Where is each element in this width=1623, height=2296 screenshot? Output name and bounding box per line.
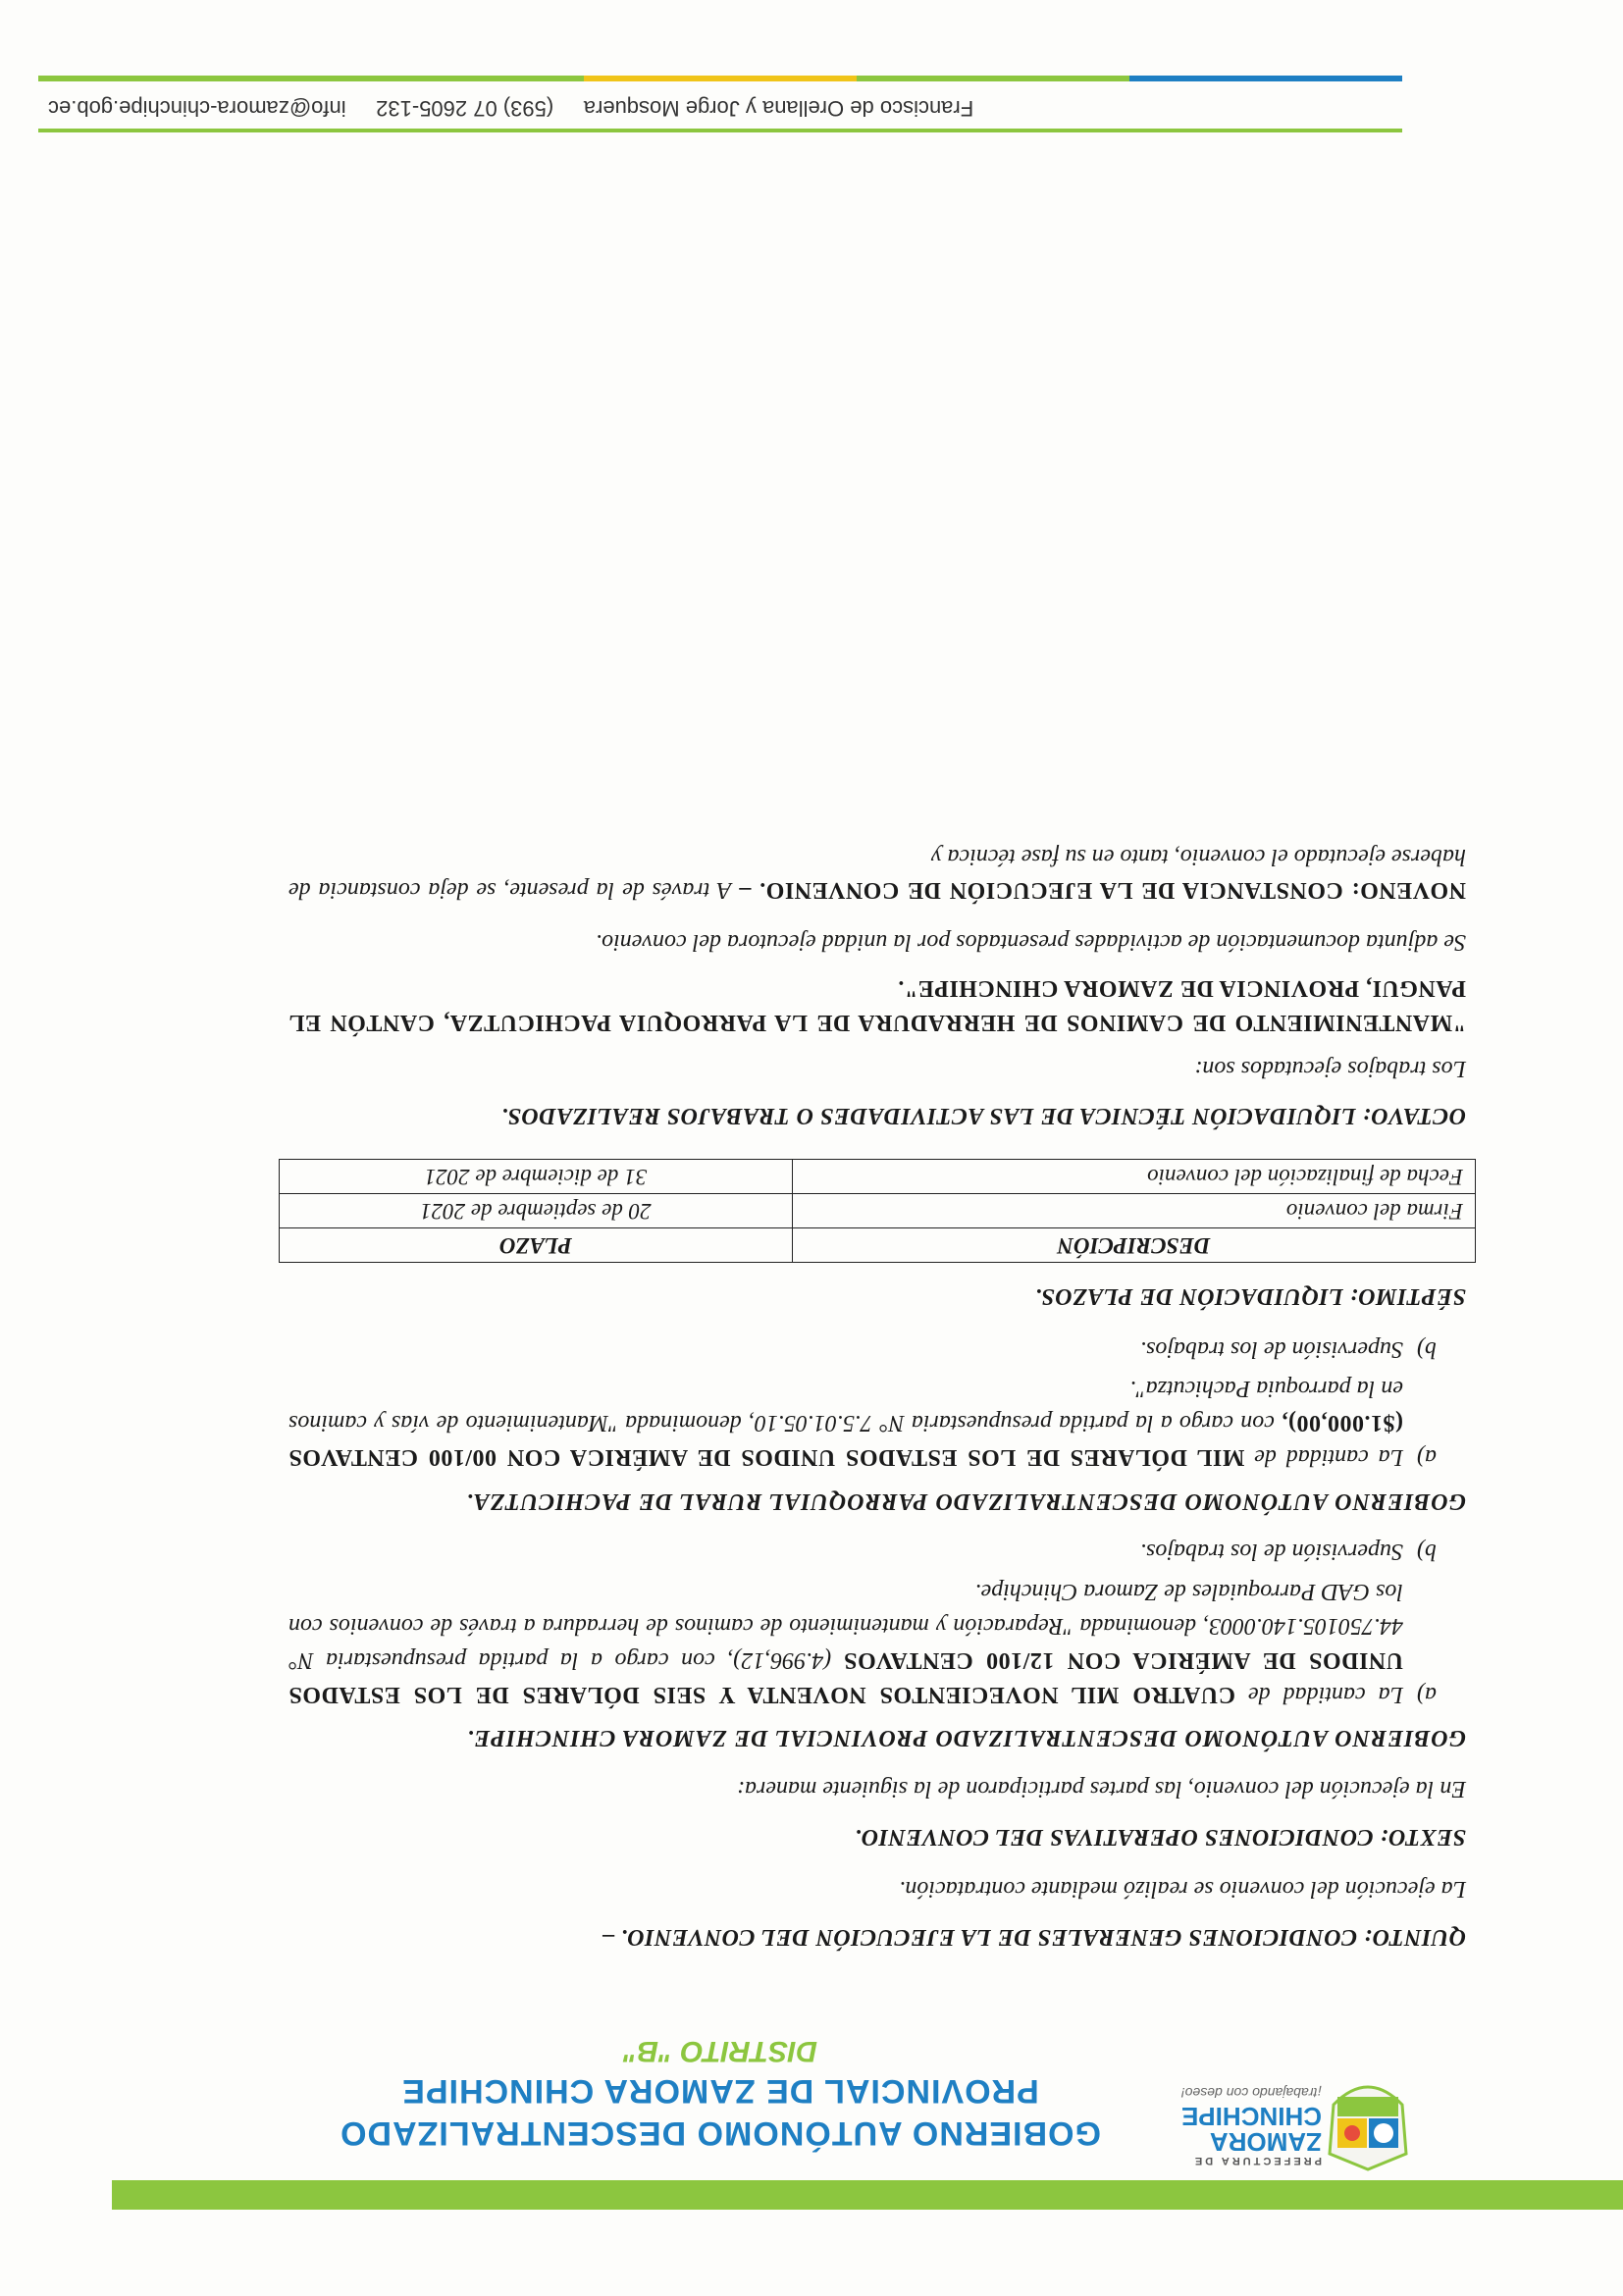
sexto-heading: SEXTO: CONDICIONES OPERATIVAS DEL CONVENIO. bbox=[854, 1823, 1466, 1850]
institution-title bbox=[308, 2034, 1132, 2152]
quinto-text: La ejecución del convenio se realizó mediante contratación. bbox=[899, 1876, 1466, 1903]
plazos-table bbox=[279, 1159, 1476, 1263]
list-item bbox=[288, 1372, 1437, 1474]
octavo-works: "MANTENIMIENTO DE CAMINOS DE HERRADURA DE LA PARROQUIA PACHICUTZA, CANTÓN EL PANGUI, PROVINCIA DE ZAMORA CHINCHIPE". bbox=[288, 975, 1466, 1035]
table-cell: 20 de septiembre de 2021 bbox=[280, 1194, 793, 1228]
logo-name-line1: ZAMORA bbox=[1209, 2127, 1322, 2157]
item-marker: a) bbox=[1417, 1444, 1437, 1471]
table-header-row bbox=[280, 1228, 1476, 1263]
noveno-heading: NOVENO: CONSTANCIA DE LA EJECUCIÓN DE CONVENIO. – bbox=[738, 877, 1466, 904]
party-parroquial: GOBIERNO AUTÓNOMO DESCENTRALIZADO PARROQUIAL RURAL DE PACHICUTZA. bbox=[465, 1487, 1466, 1514]
district-label: DISTRITO "B" bbox=[623, 2035, 817, 2067]
list-item bbox=[288, 1331, 1437, 1366]
page-footer bbox=[38, 74, 1402, 132]
quinto-heading: QUINTO: CONDICIONES GENERALES DE LA EJECUCIÓN DEL CONVENIO. – bbox=[602, 1924, 1466, 1950]
table-cell: 31 de diciembre de 2021 bbox=[280, 1160, 793, 1194]
footer-address: Francisco de Orellana y Jorge Mosquera bbox=[583, 96, 974, 121]
item-lead: La cantidad de bbox=[1254, 1444, 1403, 1471]
institution-line2: PROVINCIAL DE ZAMORA CHINCHIPE bbox=[401, 2072, 1039, 2110]
item-lead: La cantidad de bbox=[1248, 1681, 1403, 1707]
header-green-band bbox=[112, 2180, 1623, 2210]
octavo-heading: OCTAVO: LIQUIDACIÓN TÉCNICA DE LAS ACTIVIDADES O TRABAJOS REALIZADOS. bbox=[500, 1103, 1466, 1129]
emblem-icon bbox=[1324, 2065, 1412, 2173]
item-marker: a) bbox=[1417, 1681, 1437, 1707]
institution-line1: GOBIERNO AUTÓNOMO DESCENTRALIZADO bbox=[340, 2114, 1101, 2152]
noveno-paragraph bbox=[288, 839, 1466, 908]
letterhead bbox=[0, 1987, 1623, 2173]
table-row bbox=[280, 1160, 1476, 1194]
septimo-heading: SÉPTIMO: LIQUIDACIÓN DE PLAZOS. bbox=[1034, 1282, 1466, 1309]
document-body bbox=[288, 827, 1466, 1972]
item-amount: MIL DÓLARES DE LOS ESTADOS UNIDOS DE AMÉRICA CON 00/100 CENTAVOS ($1.000,00), bbox=[288, 1410, 1403, 1471]
item-marker: b) bbox=[1417, 1539, 1437, 1565]
list-item bbox=[288, 1574, 1437, 1710]
item-amount: CUATRO MIL NOVECIENTOS NOVENTA Y SEIS DÓLARES DE LOS ESTADOS UNIDOS DE AMÉRICA CON 12/100 CENTAVOS bbox=[288, 1646, 1403, 1707]
table-cell: Fecha de finalización del convenio bbox=[792, 1160, 1475, 1194]
footer-color-stripe bbox=[38, 76, 1402, 81]
octavo-intro: Los trabajos ejecutados son: bbox=[1194, 1055, 1466, 1081]
footer-email: info@zamora-chinchipe.gob.ec bbox=[48, 96, 346, 121]
noveno-text: A través de la presente, se deja constancia de haberse ejecutado el convenio, tanto en su fase técnica y bbox=[288, 843, 1466, 904]
item-text: con cargo a la partida presupuestaria N° 7.5.01.05.10, denominada "Mantenimiento de vías y caminos en la parroquia Pachicutza". bbox=[288, 1376, 1403, 1436]
item-text: Supervisión de los trabajos. bbox=[1140, 1539, 1403, 1565]
footer-divider bbox=[38, 129, 1402, 132]
header-descripcion: DESCRIPCIÓN bbox=[792, 1228, 1475, 1263]
header-plazo: PLAZO bbox=[280, 1228, 793, 1263]
prefecture-logo bbox=[1177, 2036, 1412, 2173]
logo-slogan: ¡trabajando con deseo! bbox=[1180, 2085, 1322, 2101]
sexto-intro: En la ejecución del convenio, las partes participaron de la siguiente manera: bbox=[737, 1776, 1466, 1802]
item-marker: b) bbox=[1417, 1335, 1437, 1362]
octavo-docs: Se adjunta documentación de actividades presentados por la unidad ejecutora del convenio. bbox=[596, 929, 1466, 956]
footer-phone: (593) 07 2605-132 bbox=[376, 96, 554, 121]
logo-prefix: PREFECTURA DE bbox=[1191, 2155, 1322, 2166]
party-provincial: GOBIERNO AUTÓNOMO DESCENTRALIZADO PROVINCIAL DE ZAMORA CHINCHIPE. bbox=[466, 1725, 1466, 1751]
logo-name-line2: CHINCHIPE bbox=[1180, 2102, 1322, 2131]
list-item bbox=[288, 1535, 1437, 1569]
item-text: Supervisión de los trabajos. bbox=[1140, 1335, 1403, 1362]
table-cell: Firma del convenio bbox=[792, 1194, 1475, 1228]
footer-contact bbox=[48, 95, 973, 121]
item-text: (4.996,12), con cargo a la partida presupuestaria N° 44.750105.140.0003, denominada "Reparación y mantenimiento de caminos de herradura a través de convenios con los GAD Parroquiales de Zamora Chinchipe. bbox=[288, 1579, 1403, 1673]
table-row bbox=[280, 1194, 1476, 1228]
